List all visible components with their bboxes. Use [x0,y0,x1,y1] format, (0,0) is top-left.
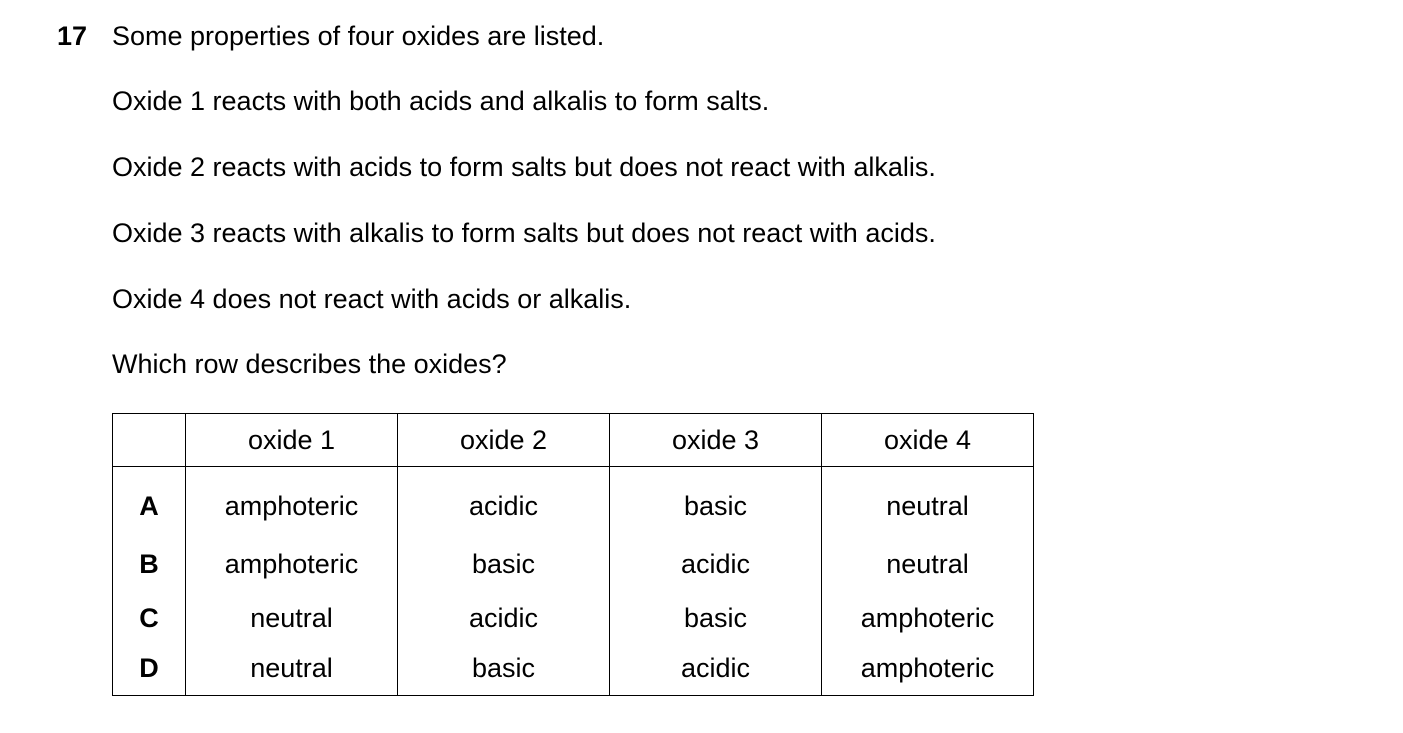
table-row[interactable] [113,591,1034,645]
header-oxide-1: oxide 1 [186,414,398,467]
header-oxide-2: oxide 2 [398,414,610,467]
table-cell: acidic [610,537,822,591]
table-cell: acidic [398,467,610,538]
row-label: D [113,645,186,696]
table-row[interactable] [113,645,1034,696]
table-row[interactable] [113,467,1034,538]
header-blank [113,414,186,467]
table-cell: basic [398,645,610,696]
header-oxide-4: oxide 4 [822,414,1034,467]
table-cell: neutral [822,537,1034,591]
table-cell: neutral [186,645,398,696]
table-cell: basic [610,467,822,538]
table-cell: basic [610,591,822,645]
row-label: C [113,591,186,645]
table-cell: amphoteric [822,645,1034,696]
table-cell: basic [398,537,610,591]
table-row[interactable] [113,537,1034,591]
answer-table [112,413,1034,696]
statement-oxide-3: Oxide 3 reacts with alkalis to form salts but does not react with acids. [112,218,936,248]
question-prompt: Which row describes the oxides? [112,349,507,379]
table-cell: amphoteric [186,537,398,591]
header-oxide-3: oxide 3 [610,414,822,467]
statement-oxide-1: Oxide 1 reacts with both acids and alkalis to form salts. [112,86,770,116]
table-cell: amphoteric [186,467,398,538]
table-cell: amphoteric [822,591,1034,645]
table-cell: acidic [398,591,610,645]
table-cell: neutral [822,467,1034,538]
table-cell: neutral [186,591,398,645]
question-number: 17 [57,21,88,51]
table-cell: acidic [610,645,822,696]
question-intro: Some properties of four oxides are listed. [112,21,605,51]
statement-oxide-4: Oxide 4 does not react with acids or alkalis. [112,284,632,314]
row-label: B [113,537,186,591]
table-header-row [113,414,1034,467]
row-label: A [113,467,186,538]
statement-oxide-2: Oxide 2 reacts with acids to form salts but does not react with alkalis. [112,152,936,182]
